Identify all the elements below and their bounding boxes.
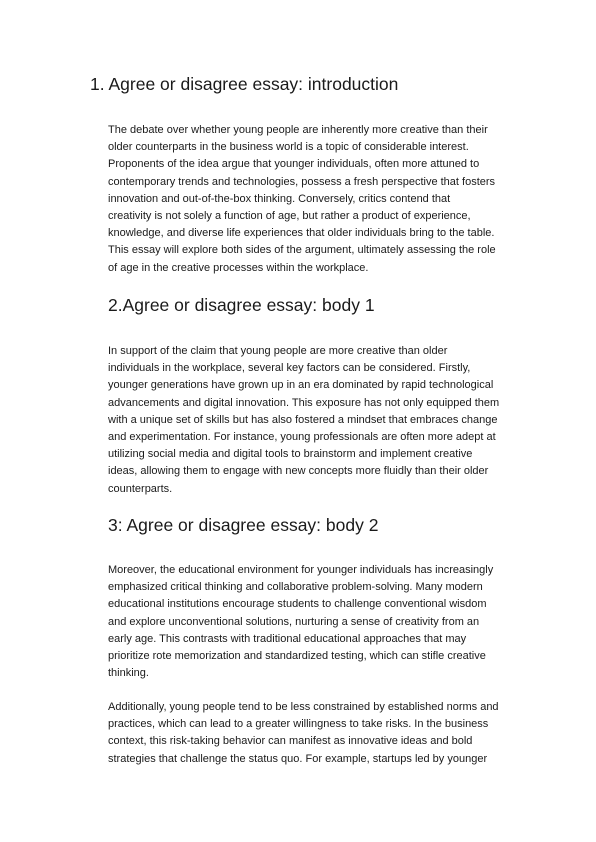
text-line: and experimentation. For instance, young professionals are often more adept at [108,430,496,443]
text-line: ideas, allowing them to engage with new concepts more fluidly than their older [108,465,489,478]
paragraph-introduction [108,122,530,277]
text-line: knowledge, and diverse life experiences that older individuals bring to the table. [108,227,495,240]
text-line: younger generations have grown up in an era dominated by rapid technological [108,379,494,392]
section-heading-body-2: 3: Agree or disagree essay: body 2 [108,515,379,535]
text-line: older counterparts in the business world is a topic of considerable interest. [108,141,469,154]
text-line: educational institutions encourage students to challenge conventional wisdom [108,598,487,611]
section-heading-body-1: 2.Agree or disagree essay: body 1 [108,295,375,315]
text-line: and explore unconventional solutions, nurturing a sense of creativity from an [108,615,480,628]
paragraph-body-2 [108,562,530,682]
text-line: individuals in the workplace, several key factors can be considered. Firstly, [108,362,471,375]
text-line: This essay will explore both sides of the argument, ultimately assessing the role [108,244,496,257]
text-line: advancements and digital innovation. This exposure has not only equipped them [108,396,500,409]
text-line: strategies that challenge the status quo. For example, startups led by younger [108,752,488,765]
text-line: In support of the claim that young people are more creative than older [108,345,448,357]
text-line: prioritize rote memorization and standardized testing, which can stifle creative [108,649,486,662]
paragraph-body-1 [108,343,530,498]
text-line: thinking. [108,667,149,680]
section-heading-introduction: 1. Agree or disagree essay: introduction [90,74,399,94]
text-line: counterparts. [108,482,173,495]
paragraph-body-2-continued [108,699,530,768]
text-line: creativity is not solely a function of age, but rather a product of experience, [108,209,471,222]
text-line: practices, which can lead to a greater willingness to take risks. In the business [108,718,489,731]
text-line: innovation and out-of-the-box thinking. Conversely, critics contend that [108,192,451,205]
text-line: with a unique set of skills but has also fostered a mindset that embraces change [108,413,498,426]
text-line: utilizing social media and digital tools to brainstorm and implement creative [108,448,473,461]
text-line: contemporary trends and technologies, possess a fresh perspective that fosters [108,175,496,188]
text-line: early age. This contrasts with traditional educational approaches that may [108,632,467,645]
text-line: context, this risk-taking behavior can manifest as innovative ideas and bold [108,735,473,748]
text-line: Proponents of the idea argue that younger individuals, often more attuned to [108,158,480,171]
text-line: emphasized critical thinking and collaborative problem-solving. Many modern [108,581,483,594]
text-line: of age in the creative processes within the workplace. [108,261,369,274]
text-line: Additionally, young people tend to be less constrained by established norms and [108,701,499,713]
text-line: The debate over whether young people are inherently more creative than their [108,124,488,136]
text-line: Moreover, the educational environment for younger individuals has increasingly [108,564,494,576]
